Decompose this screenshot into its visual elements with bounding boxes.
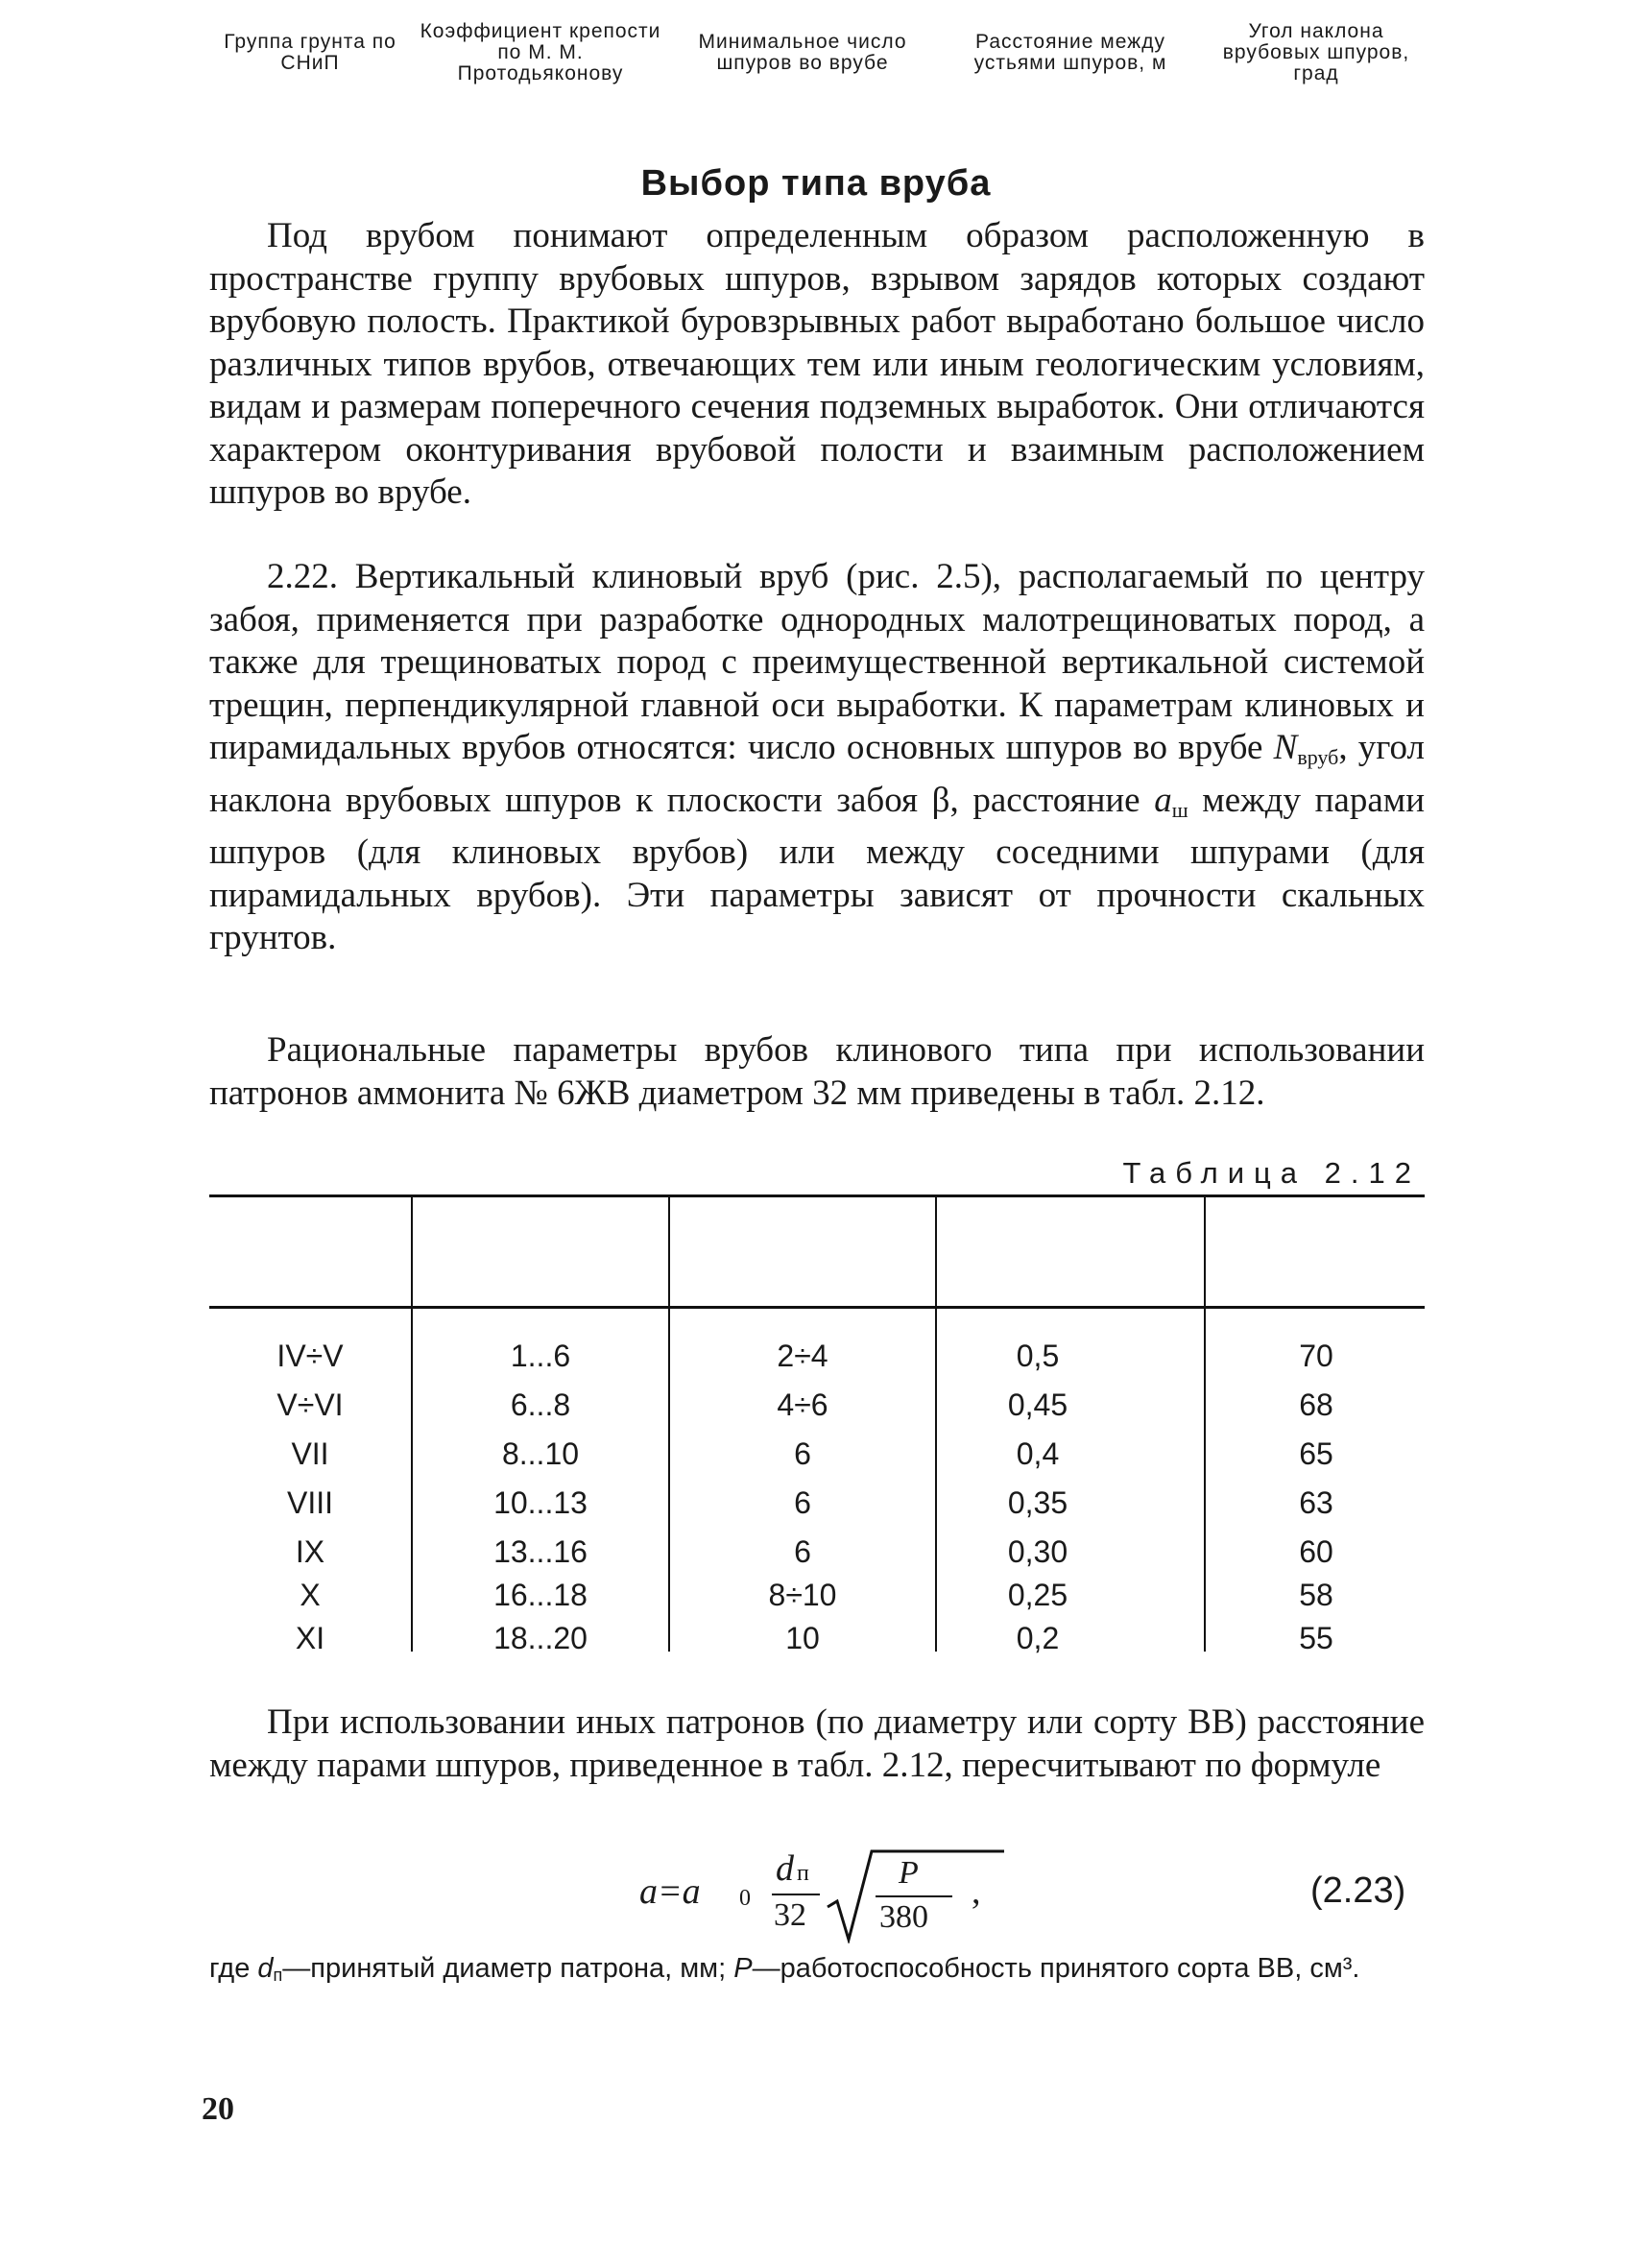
note-lead: где: [209, 1953, 258, 1984]
cell-spacing: 0,5: [1016, 1339, 1060, 1373]
note-symbol-p: P: [733, 1953, 753, 1984]
cell-hardness: 1...6: [510, 1339, 571, 1373]
cell-soil-group: V÷VI: [276, 1387, 344, 1422]
table-header-rule: [209, 1306, 1425, 1309]
symbol-a-subscript: ш: [1171, 797, 1188, 822]
header-soil-group: Группа грунта по СНиП: [224, 31, 396, 74]
cell-min-holes: 6: [794, 1485, 811, 1520]
symbol-n-subscript: вруб: [1297, 745, 1339, 769]
paragraph-2-22: [209, 556, 1425, 960]
cell-soil-group: XI: [295, 1621, 325, 1655]
cell-spacing: 0,30: [1007, 1534, 1068, 1569]
cell-angle: 63: [1299, 1485, 1333, 1520]
cell-hardness: 8...10: [501, 1436, 580, 1471]
cell-spacing: 0,4: [1016, 1436, 1060, 1471]
formula-2-23: [634, 1844, 1037, 1949]
header-min-holes: Минимальное число шпуров во врубе: [698, 31, 907, 74]
cell-min-holes: 6: [794, 1534, 811, 1569]
fraction-denominator-380: 380: [879, 1899, 928, 1935]
cell-spacing: 0,45: [1007, 1387, 1068, 1422]
formula-lhs-subscript: 0: [739, 1886, 751, 1911]
symbol-a: a: [1154, 780, 1172, 820]
cell-min-holes: 8÷10: [768, 1578, 837, 1612]
cell-min-holes: 10: [785, 1621, 820, 1655]
note-symbol-d: d: [257, 1953, 274, 1984]
equation-number: (2.23): [1310, 1870, 1406, 1911]
header-angle: Угол наклона врубовых шпуров, град: [1222, 20, 1410, 84]
header-spacing: Расстояние между устьями шпуров, м: [973, 31, 1167, 74]
header-hardness: Коэффициент крепости по М. М. Протодьяконову: [420, 20, 661, 84]
paragraph-2-22-text-c: между парами шпуров (для клиновых врубов) или между соседними шпурами (для пирамидальных врубов). Эти параметры зависят от прочности скальных грунтов.: [209, 780, 1425, 957]
table-caption: Таблица 2.12: [1122, 1156, 1421, 1190]
fraction-d-numerator: d: [776, 1848, 794, 1889]
cell-spacing: 0,2: [1016, 1621, 1060, 1655]
fraction-d-numerator-subscript: п: [797, 1861, 809, 1886]
section-heading: Выбор типа вруба: [640, 163, 992, 204]
cell-min-holes: 2÷4: [777, 1339, 828, 1373]
cell-angle: 70: [1299, 1339, 1333, 1373]
cell-hardness: 13...16: [493, 1534, 588, 1569]
paragraph-2-22-text-a: 2.22. Вертикальный клиновый вруб (рис. 2.5), располагаемый по центру забоя, применяется при разработке однородных малотрещиноватых пород, а также для трещиноватых пород с преимущественной вертикальной системой трещин, перпендикулярной главной оси выработки. К параметрам клиновых и пирамидальных врубов относятся: число основных шпуров во врубе: [209, 557, 1425, 767]
cell-min-holes: 4÷6: [777, 1387, 828, 1422]
note-symbol-d-subscript: п: [273, 1966, 283, 1985]
cell-angle: 68: [1299, 1387, 1333, 1422]
fraction-bar: [772, 1894, 820, 1895]
note-text-p: —работоспособность принятого сорта ВВ, см³.: [752, 1953, 1360, 1984]
cell-hardness: 6...8: [510, 1387, 571, 1422]
cell-angle: 55: [1299, 1621, 1333, 1655]
formula-lhs: a=a: [639, 1871, 701, 1912]
cell-spacing: 0,35: [1007, 1485, 1068, 1520]
symbol-n: N: [1273, 728, 1298, 767]
note-text-d: —принятый диаметр патрона, мм;: [282, 1953, 734, 1984]
cell-angle: 60: [1299, 1534, 1333, 1569]
cell-min-holes: 6: [794, 1436, 811, 1471]
cell-angle: 65: [1299, 1436, 1333, 1471]
cell-soil-group: IX: [295, 1534, 325, 1569]
fraction-p-numerator: P: [899, 1855, 919, 1891]
cell-soil-group: VII: [291, 1436, 329, 1471]
cell-soil-group: X: [300, 1578, 321, 1612]
cell-hardness: 18...20: [493, 1621, 588, 1655]
recalc-paragraph: При использовании иных патронов (по диаметру или сорту ВВ) расстояние между парами шпуров, приведенное в табл. 2.12, пересчитывают по формуле: [209, 1702, 1425, 1785]
cell-hardness: 10...13: [493, 1485, 588, 1520]
rational-paragraph: Рациональные параметры врубов клинового типа при использовании патронов аммонита № 6ЖВ диаметром 32 мм приведены в табл. 2.12.: [209, 1030, 1425, 1113]
cell-spacing: 0,25: [1007, 1578, 1068, 1612]
formula-note: [209, 1951, 1425, 1992]
page-number: 20: [202, 2091, 234, 2127]
cell-hardness: 16...18: [493, 1578, 588, 1612]
table-top-rule: [209, 1194, 1425, 1197]
fraction-denominator-32: 32: [774, 1897, 806, 1933]
cell-angle: 58: [1299, 1578, 1333, 1612]
paragraph-2-22-text-b: , угол наклона врубовых шпуров к плоскости забоя β, расстояние: [209, 728, 1425, 820]
fraction-bar: [876, 1895, 952, 1897]
formula-comma: ,: [972, 1871, 981, 1912]
cell-soil-group: IV÷V: [276, 1339, 344, 1373]
cell-soil-group: VIII: [286, 1485, 333, 1520]
intro-paragraph: Под врубом понимают определенным образом расположенную в пространстве группу врубовых шпуров, взрывом зарядов которых создают врубовую полость. Практикой буровзрывных работ выработано большое число различных типов врубов, отвечающих тем или иным геологическим условиям, видам и размерам поперечного сечения подземных выработок. Они отличаются характером оконтуривания врубовой полости и взаимным расположением шпуров во врубе.: [209, 216, 1425, 512]
